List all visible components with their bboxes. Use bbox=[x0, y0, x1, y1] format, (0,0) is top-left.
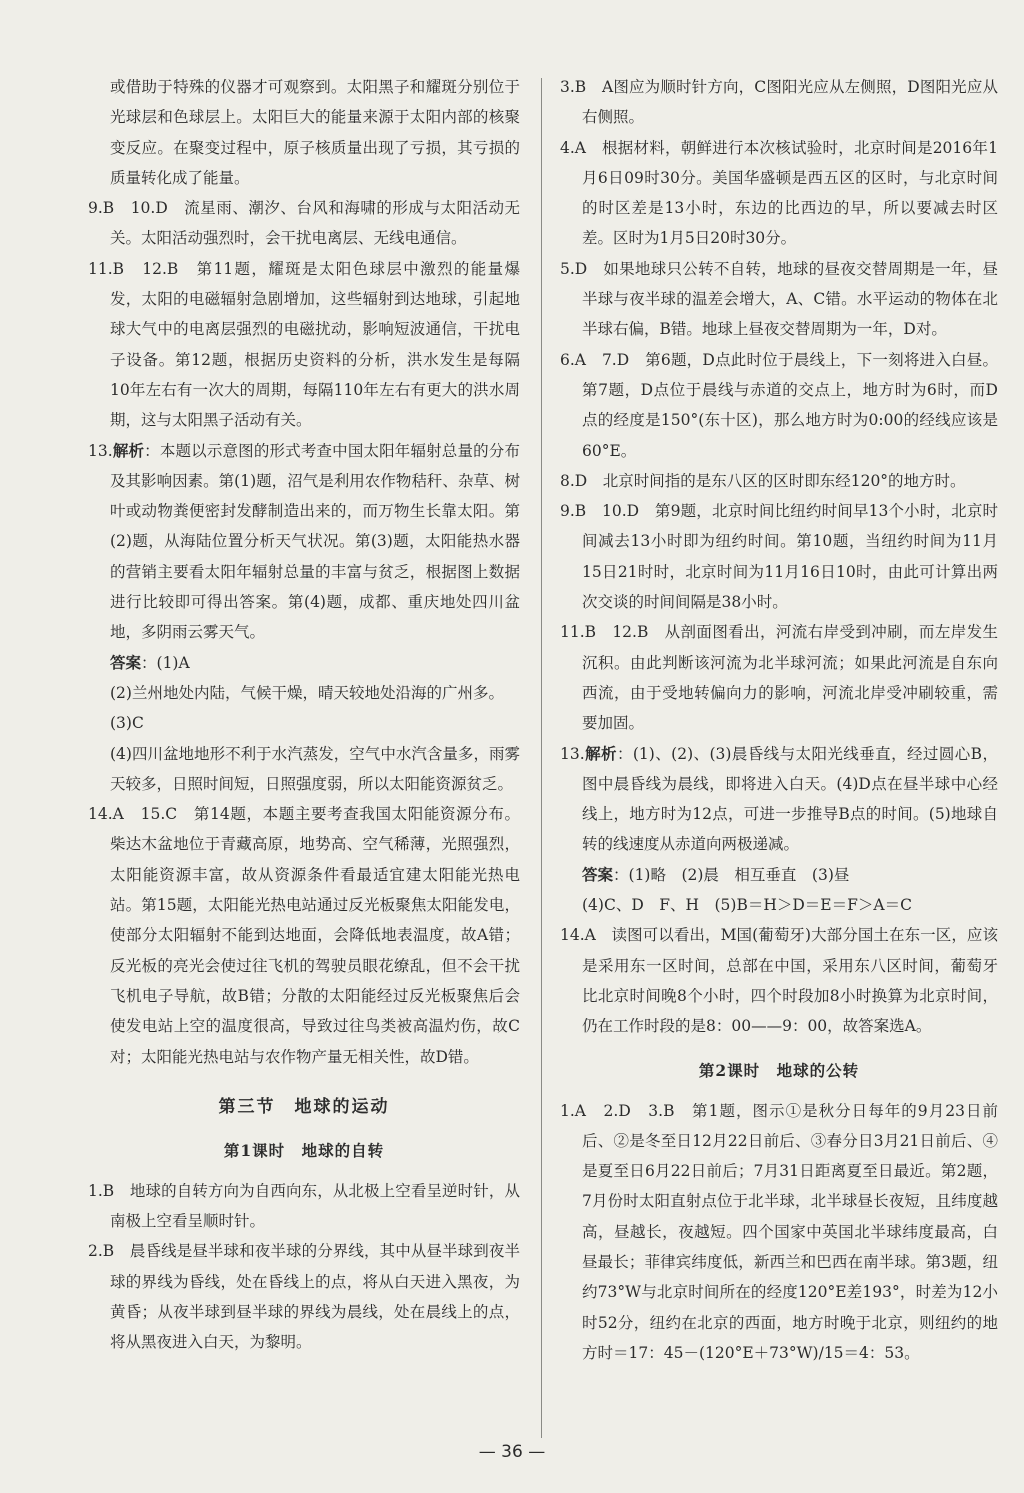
answer-13-right-ans2: (4)C、D F、H (5)B＝H＞D＝E＝F＞A＝C bbox=[582, 896, 912, 915]
answer-13-right-ans1 bbox=[560, 860, 998, 890]
section-title: 第三节 地球的运动 bbox=[218, 1096, 390, 1117]
answer-9-10: 9.B 10.D 流星雨、潮汐、台风和海啸的形成与太阳活动无关。太阳活动强烈时，会干扰电离层、无线电通信。 bbox=[88, 199, 520, 248]
answer-9-10-right: 9.B 10.D 第9题，北京时间比纽约时间早13个小时，北京时间减去13小时即为纽约时间。第10题，当纽约时间为11月15日21时时，北京时间为11月16日10时，由此可计算出两次交谈的时间间隔是38小时。 bbox=[560, 502, 998, 612]
analysis-text: ：本题以示意图的形式考查中国太阳年辐射总量的分布及其影响因素。第(1)题，沼气是利用农作物秸秆、杂草、树叶或动物粪便密封发酵制造出来的，而万物生长靠太阳。第(2)题，从海陆位置分析天气状况。第(3)题，太阳能热水器的营销主要看太阳年辐射总量的丰富与贫乏，根据图上数据进行比较即可得出答案。第(4)题，成都、重庆地处四川盆地，多阴雨云雾天气。 bbox=[110, 441, 520, 642]
left-column bbox=[88, 72, 520, 1358]
analysis-label: 解析 bbox=[584, 743, 617, 763]
lesson-1-title: 第1课时 地球的自转 bbox=[223, 1140, 385, 1160]
page-number: — 36 — bbox=[478, 1442, 546, 1462]
lesson2-answer-1-3: 1.A 2.D 3.B 第1题，图示①是秋分日每年的9月23日前后、②是冬至日12月22日前后、③春分日3月21日前后、④是夏至日6月22日前后；7月31日距离夏至日最近。第2题，7月份时太阳直射点位于北半球，北半球昼长夜短，且纬度越高，昼越长，夜越短。四个国家中英国北半球纬度最高，白昼最长；菲律宾纬度低，新西兰和巴西在南半球。第3题，纽约73°W与北京时间所在的经度120°E差193°，时差为12小时52分，纽约在北京的西面，地方时晚于北京，则纽约的地方时＝17：45－(120°E＋73°W)/15＝4：53。 bbox=[560, 1101, 998, 1362]
answer-6-7: 6.A 7.D 第6题，D点此时位于晨线上，下一刻将进入白昼。第7题，D点位于晨线与赤道的交点上，地方时为6时，而D点的经度是150°(东十区)，那么地方时为0:00的经线应该是60°E。 bbox=[560, 350, 998, 460]
answer-3: 3.B A图应为顺时针方向，C图阳光应从左侧照，D图阳光应从右侧照。 bbox=[560, 78, 998, 127]
lesson1-answer-1: 1.B 地球的自转方向为自西向东，从北极上空看呈逆时针，从南极上空看呈顺时针。 bbox=[88, 1181, 520, 1231]
answer-13-ans3: (3)C bbox=[110, 714, 144, 733]
answer-11-12: 11.B 12.B 第11题，耀斑是太阳色球层中激烈的能量爆发，太阳的电磁辐射急剧增加，这些辐射到达地球，引起地球大气中的电离层强烈的电磁扰动，影响短波通信，干扰电子设备。第12题，根据历史资料的分析，洪水发生是每隔10年左右有一次大的周期，每隔110年左右有更大的洪水周期，这与太阳黑子活动有关。 bbox=[88, 259, 520, 430]
answer-14-right: 14.A 读图可以看出，M国(葡萄牙)大部分国土在东一区，应该是采用东一区时间，总部在中国，采用东八区时间，葡萄牙比北京时间晚8个小时，四个时段加8小时换算为北京时间，仍在工作时段的是8：00——9：00，故答案选A。 bbox=[560, 926, 998, 1036]
analysis-label: 解析 bbox=[112, 440, 145, 460]
answer-text: ：(1)A bbox=[141, 653, 190, 672]
right-column bbox=[560, 72, 998, 1368]
answer-13-ans4: (4)四川盆地地形不利于水汽蒸发，空气中水汽含量多，雨雾天较多，日照时间短，日照强度弱，所以太阳能资源贫乏。 bbox=[110, 744, 520, 793]
answer-13-right bbox=[560, 739, 998, 860]
column-divider bbox=[541, 78, 542, 1438]
intro-paragraph: 或借助于特殊的仪器才可观察到。太阳黑子和耀斑分别位于光球层和色球层上。太阳巨大的能量来源于太阳内部的核聚变反应。在聚变过程中，原子核质量出现了亏损，其亏损的质量转化成了能量。 bbox=[110, 78, 520, 187]
analysis-text: ：(1)、(2)、(3)晨昏线与太阳光线垂直，经过圆心B，图中晨昏线为晨线，即将进入白天。(4)D点在昼半球中心经线上，地方时为12点，可进一步推导B点的时间。(5)地球自转的线速度从赤道向两极递减。 bbox=[582, 744, 998, 854]
answer-14-15: 14.A 15.C 第14题，本题主要考查我国太阳能资源分布。柴达木盆地位于青藏高原，地势高、空气稀薄，光照强烈，太阳能资源丰富，故从资源条件看最适宜建太阳能光热电站。第15题，太阳能光热电站通过反光板聚焦太阳能发电，使部分太阳辐射不能到达地面，会降低地表温度，故A错；反光板的亮光会使过往飞机的驾驶员眼花缭乱，但不会干扰飞机电子导航，故B错；分散的太阳能经过反光板聚焦后会使发电站上空的温度很高，导致过往鸟类被高温灼伤，故C对；太阳能光热电站与农作物产量无相关性，故D错。 bbox=[88, 805, 520, 1066]
lesson1-answer-2: 2.B 晨昏线是昼半球和夜半球的分界线，其中从昼半球到夜半球的界线为昏线，处在昏线上的点，将从白天进入黑夜，为黄昏；从夜半球到昼半球的界线为晨线，处在晨线上的点，将从黑夜进入白天，为黎明。 bbox=[88, 1242, 520, 1352]
answer-label: 答案 bbox=[582, 864, 614, 884]
answer-label: 答案 bbox=[110, 652, 142, 672]
question-number: 13. bbox=[88, 441, 113, 460]
answer-5: 5.D 如果地球只公转不自转，地球的昼夜交替周期是一年，昼半球与夜半球的温差会增大，A、C错。水平运动的物体在北半球右偏，B错。地球上昼夜交替周期为一年，D对。 bbox=[560, 259, 998, 339]
answer-13-ans2: (2)兰州地处内陆，气候干燥，晴天较地处沿海的广州多。 bbox=[110, 683, 504, 702]
question-number: 13. bbox=[560, 744, 585, 763]
answer-11-12-right: 11.B 12.B 从剖面图看出，河流右岸受到冲刷，而左岸发生沉积。由此判断该河流为北半球河流；如果此河流是自东向西流，由于受地转偏向力的影响，河流北岸受冲刷较重，需要加固。 bbox=[560, 623, 998, 733]
answer-13 bbox=[88, 436, 520, 648]
lesson-2-title: 第2课时 地球的公转 bbox=[698, 1060, 860, 1080]
answer-4: 4.A 根据材料，朝鲜进行本次核试验时，北京时间是2016年1月6日09时30分。美国华盛顿是西五区的区时，与北京时间的时区差是13小时，东边的比西边的早，所以要减去时区差。区时为1月5日20时30分。 bbox=[560, 138, 998, 248]
answer-8: 8.D 北京时间指的是东八区的区时即东经120°的地方时。 bbox=[560, 471, 966, 490]
answer-text: ：(1)略 (2)晨 相互垂直 (3)昼 bbox=[613, 865, 850, 884]
answer-13-ans1 bbox=[88, 648, 520, 678]
